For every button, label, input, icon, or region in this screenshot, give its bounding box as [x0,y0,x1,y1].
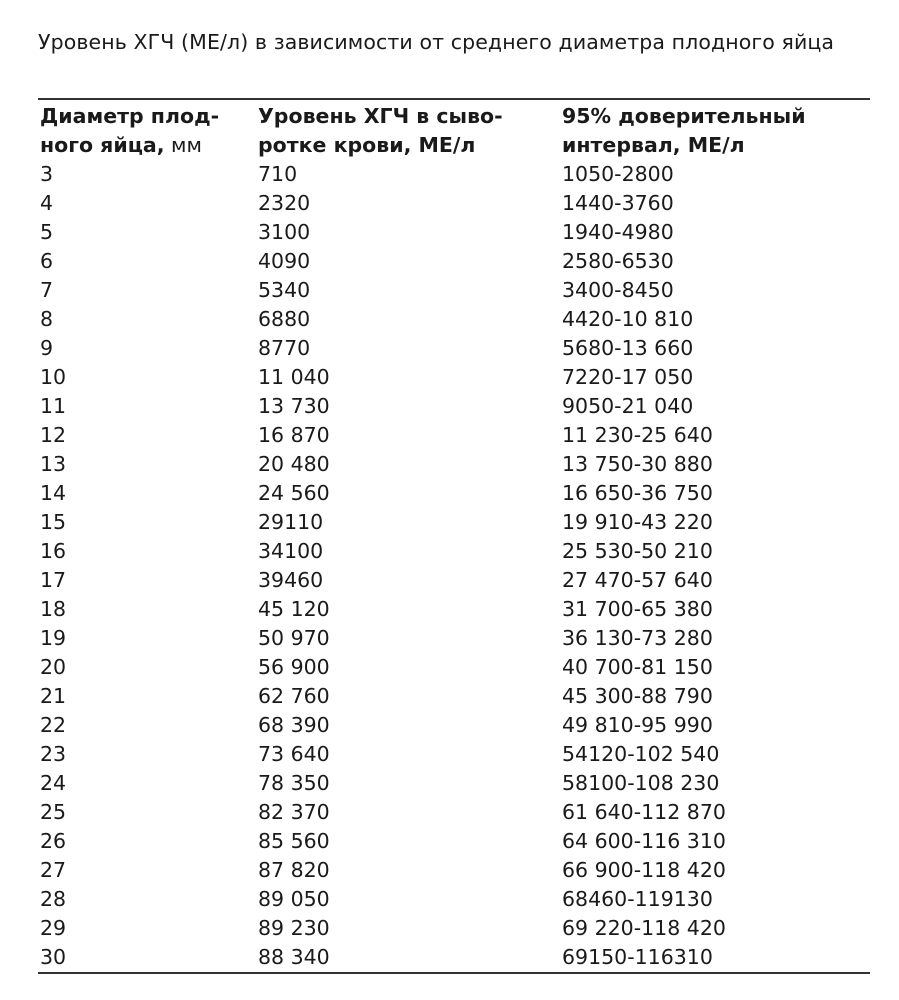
cell-diameter: 17 [40,568,67,592]
table-row [38,276,870,305]
table-row [38,653,870,682]
cell-hcg: 82 370 [258,800,330,824]
cell-hcg: 87 820 [258,858,330,882]
header-diameter-unit: мм [164,133,202,157]
table-row [38,363,870,392]
page-title: Уровень ХГЧ (МЕ/л) в зависимости от среднего диаметра плодного яйца [38,30,835,54]
table-row [38,537,870,566]
cell-diameter: 4 [40,191,54,215]
table-row [38,247,870,276]
table-row [38,566,870,595]
table-row [38,798,870,827]
cell-hcg: 4090 [258,249,311,273]
table-row [38,827,870,856]
header-diameter-label: Диаметр плод- ного яйца, [40,104,220,157]
cell-hcg: 56 900 [258,655,330,679]
cell-ci: 2580-6530 [562,249,674,273]
cell-hcg: 20 480 [258,452,330,476]
cell-ci: 16 650-36 750 [562,481,713,505]
cell-ci: 3400-8450 [562,278,674,302]
cell-hcg: 29110 [258,510,324,534]
cell-diameter: 28 [40,887,67,911]
cell-hcg: 78 350 [258,771,330,795]
cell-ci: 58100-108 230 [562,771,720,795]
table-row [38,421,870,450]
cell-diameter: 25 [40,800,67,824]
cell-diameter: 29 [40,916,67,940]
table-row [38,508,870,537]
table-header [38,100,870,160]
table-bottom-rule [38,972,870,974]
table-row [38,479,870,508]
cell-ci: 1940-4980 [562,220,674,244]
table-row [38,682,870,711]
cell-diameter: 10 [40,365,67,389]
cell-hcg: 89 230 [258,916,330,940]
cell-ci: 7220-17 050 [562,365,694,389]
cell-ci: 25 530-50 210 [562,539,713,563]
cell-ci: 66 900-118 420 [562,858,726,882]
cell-hcg: 34100 [258,539,324,563]
header-hcg: Уровень ХГЧ в сыво- ротке крови, МЕ/л [258,104,503,157]
cell-diameter: 13 [40,452,67,476]
cell-hcg: 2320 [258,191,311,215]
cell-ci: 69150-116310 [562,945,713,969]
cell-ci: 27 470-57 640 [562,568,713,592]
cell-hcg: 88 340 [258,945,330,969]
table-row [38,856,870,885]
cell-diameter: 6 [40,249,54,273]
table-row [38,914,870,943]
cell-diameter: 15 [40,510,67,534]
cell-diameter: 21 [40,684,67,708]
cell-ci: 45 300-88 790 [562,684,713,708]
cell-diameter: 14 [40,481,67,505]
table-row [38,624,870,653]
cell-ci: 9050-21 040 [562,394,694,418]
cell-ci: 13 750-30 880 [562,452,713,476]
table-row [38,305,870,334]
cell-diameter: 3 [40,162,54,186]
cell-hcg: 68 390 [258,713,330,737]
header-diameter [40,102,219,160]
cell-ci: 61 640-112 870 [562,800,726,824]
cell-hcg: 89 050 [258,887,330,911]
table-row [38,711,870,740]
cell-hcg: 6880 [258,307,311,331]
table-row [38,595,870,624]
cell-hcg: 13 730 [258,394,330,418]
cell-hcg: 73 640 [258,742,330,766]
cell-diameter: 5 [40,220,54,244]
cell-hcg: 5340 [258,278,311,302]
cell-diameter: 23 [40,742,67,766]
cell-hcg: 24 560 [258,481,330,505]
table-row [38,885,870,914]
table-row [38,218,870,247]
cell-ci: 5680-13 660 [562,336,694,360]
cell-ci: 1050-2800 [562,162,674,186]
table-row [38,450,870,479]
cell-hcg: 62 760 [258,684,330,708]
cell-diameter: 20 [40,655,67,679]
table-row [38,943,870,972]
cell-ci: 31 700-65 380 [562,597,713,621]
cell-hcg: 50 970 [258,626,330,650]
table-row [38,740,870,769]
cell-diameter: 26 [40,829,67,853]
cell-hcg: 710 [258,162,298,186]
cell-diameter: 18 [40,597,67,621]
cell-ci: 11 230-25 640 [562,423,713,447]
cell-ci: 36 130-73 280 [562,626,713,650]
header-ci: 95% доверительный интервал, МЕ/л [562,104,806,157]
cell-ci: 19 910-43 220 [562,510,713,534]
cell-ci: 4420-10 810 [562,307,694,331]
table-row [38,160,870,189]
cell-ci: 40 700-81 150 [562,655,713,679]
cell-hcg: 16 870 [258,423,330,447]
cell-diameter: 27 [40,858,67,882]
cell-diameter: 24 [40,771,67,795]
cell-ci: 69 220-118 420 [562,916,726,940]
cell-ci: 68460-119130 [562,887,713,911]
cell-diameter: 7 [40,278,54,302]
cell-ci: 64 600-116 310 [562,829,726,853]
cell-ci: 54120-102 540 [562,742,720,766]
cell-diameter: 16 [40,539,67,563]
cell-diameter: 12 [40,423,67,447]
cell-ci: 49 810-95 990 [562,713,713,737]
table-row [38,334,870,363]
cell-hcg: 8770 [258,336,311,360]
hcg-table [38,98,870,974]
table-row [38,769,870,798]
cell-diameter: 22 [40,713,67,737]
cell-diameter: 19 [40,626,67,650]
cell-hcg: 45 120 [258,597,330,621]
cell-diameter: 8 [40,307,54,331]
cell-hcg: 85 560 [258,829,330,853]
cell-hcg: 39460 [258,568,324,592]
table-row [38,189,870,218]
cell-hcg: 3100 [258,220,311,244]
cell-hcg: 11 040 [258,365,330,389]
cell-diameter: 30 [40,945,67,969]
table-row [38,392,870,421]
cell-diameter: 11 [40,394,67,418]
cell-diameter: 9 [40,336,54,360]
cell-ci: 1440-3760 [562,191,674,215]
table-body [38,160,870,972]
